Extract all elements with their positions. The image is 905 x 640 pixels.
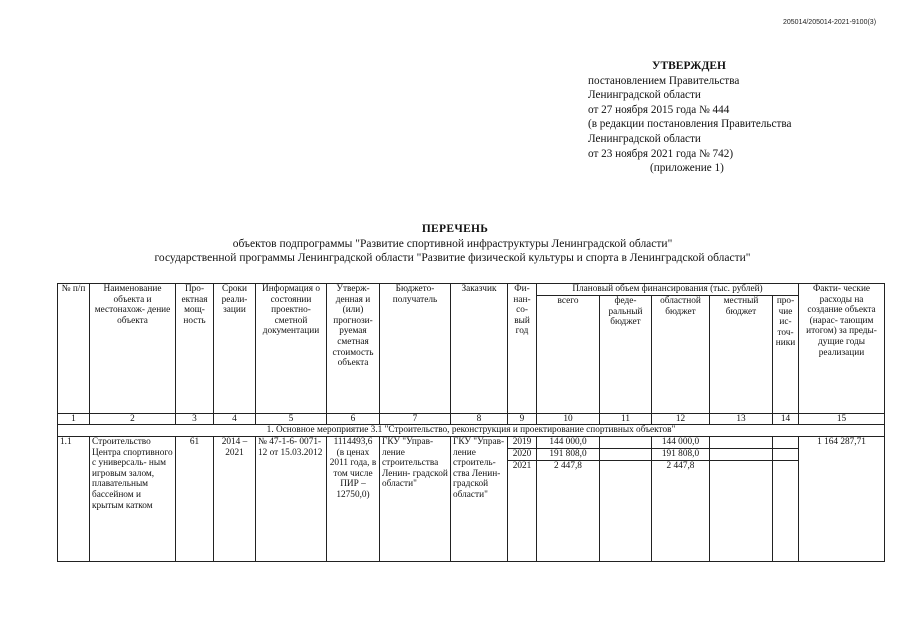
fin-year: 2019 [508,437,537,449]
column-number: 1 [58,414,90,425]
column-number: 12 [652,414,710,425]
header-row [58,284,885,296]
column-number: 2 [90,414,176,425]
header-cell: про- чие ис- точ- ники [773,296,799,414]
section-title: 1. Основное мероприятие 3.1 "Строительство, реконструкция и проектирование спортивных объектов" [58,425,885,437]
object-customer: ГКУ "Управ- ление строитель- ства Ленин- градской области" [451,437,508,562]
document-title [0,222,905,266]
column-number: 10 [537,414,600,425]
fin-federal [600,449,652,461]
approval-line: Ленинградской области [588,89,701,102]
header-cell: Наименование объекта и местонахож- дение объекта [90,284,176,414]
header-cell: Бюджето- получатель [380,284,451,414]
column-number: 5 [256,414,327,425]
section-row [58,425,885,437]
header-cell: Фи- нан- со- вый год [508,284,537,414]
approval-line: (в редакции постановления Правительства [588,118,792,131]
fin-regional: 2 447,8 [652,461,710,562]
header-group-cell: Плановый объем финансирования (тыс. рублей) [537,284,799,296]
approval-heading: УТВЕРЖДЕН [652,60,726,72]
approval-line: от 27 ноября 2015 года № 444 [588,103,730,116]
column-number: 8 [451,414,508,425]
fin-other [773,461,799,562]
header-cell: Утверж- денная и (или) прогнози- руемая сметная стоимость объекта [327,284,380,414]
column-number: 11 [600,414,652,425]
actual-expenses: 1 164 287,71 [799,437,885,562]
fin-regional: 144 000,0 [652,437,710,449]
header-cell: Информация о состоянии проектно- сметной документации [256,284,327,414]
object-capacity: 61 [176,437,214,562]
object-docs: № 47-1-6- 0071-12 от 15.03.2012 [256,437,327,562]
approval-line: Ленинградской области [588,132,701,145]
column-number: 4 [214,414,256,425]
column-number: 15 [799,414,885,425]
document-id: 205014/205014-2021-9100(3) [783,19,877,26]
header-cell: областной бюджет [652,296,710,414]
fin-total: 191 808,0 [537,449,600,461]
fin-local [710,461,773,562]
approval-line: от 23 ноября 2021 года № 742) [588,147,734,160]
object-recipient: ГКУ "Управ- ление строительства Ленин- градской области" [380,437,451,562]
object-cost: 1114493,6 (в ценах 2011 года, в том числе ПИР – 12750,0) [327,437,380,562]
header-cell: феде- ральный бюджет [600,296,652,414]
title-line: объектов подпрограммы "Развитие спортивной инфраструктуры Ленинградской области" [232,237,673,250]
table-row [58,437,885,449]
fin-local [710,437,773,449]
objects-table [57,283,885,562]
approval-stamp [588,59,791,176]
fin-year: 2021 [508,461,537,562]
header-cell: Сроки реали- зации [214,284,256,414]
header-cell: № п/п [58,284,90,414]
fin-local [710,449,773,461]
fin-year: 2020 [508,449,537,461]
object-name: Строительство Центра спортивного с универсаль- ным игровым залом, плавательным бассейном и крытым катком [90,437,176,562]
fin-federal [600,437,652,449]
header-cell: Про- ектная мощ- ность [176,284,214,414]
column-number: 7 [380,414,451,425]
title-line: государственной программы Ленинградской области "Развитие физической культуры и спорта в Ленинградской области" [154,252,751,264]
approval-appendix: (приложение 1) [650,162,724,175]
row-number: 1.1 [58,437,90,562]
column-number-row [58,414,885,425]
fin-total: 2 447,8 [537,461,600,562]
fin-federal [600,461,652,562]
fin-regional: 191 808,0 [652,449,710,461]
column-number: 13 [710,414,773,425]
column-number: 14 [773,414,799,425]
header-cell: всего [537,296,600,414]
approval-line: постановлением Правительства [588,74,740,87]
column-number: 6 [327,414,380,425]
header-cell: Факти- ческие расходы на создание объекта (нарас- тающим итогом) за преды- дущие годы реализации [799,284,885,414]
fin-other [773,437,799,449]
header-cell: Заказчик [451,284,508,414]
column-number: 3 [176,414,214,425]
header-cell: местный бюджет [710,296,773,414]
fin-total: 144 000,0 [537,437,600,449]
title-main: ПЕРЕЧЕНЬ [421,223,489,235]
object-period: 2014 – 2021 [214,437,256,562]
fin-other [773,449,799,461]
column-number: 9 [508,414,537,425]
